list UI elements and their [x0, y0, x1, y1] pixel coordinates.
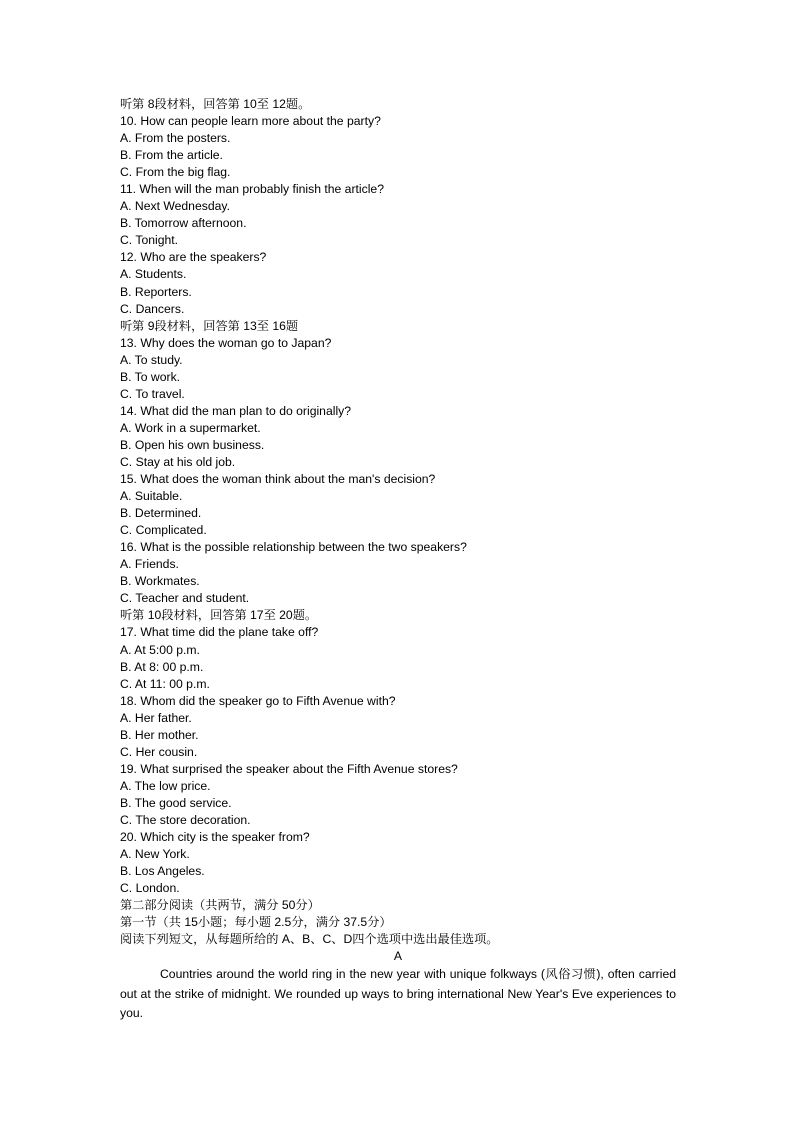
answer-option: A. To study.	[120, 352, 183, 367]
question-stem: 15. What does the woman think about the man's decision?	[120, 472, 436, 487]
answer-option: A. Her father.	[120, 710, 192, 725]
answer-option: C. Teacher and student.	[120, 591, 250, 606]
answer-option: C. Stay at his old job.	[120, 454, 236, 469]
passage-paragraph: Countries around the world ring in the new year with unique folkways (风俗习惯), often carried out at the strike of midnight. We rounded up ways to bring international New Year's Eve experiences to you.	[120, 967, 676, 1021]
question-stem: 17. What time did the plane take off?	[120, 625, 319, 640]
answer-option: C. Tonight.	[120, 233, 179, 248]
question-stem: 19. What surprised the speaker about the Fifth Avenue stores?	[120, 761, 458, 776]
answer-option: A. Suitable.	[120, 489, 183, 504]
answer-option: A. Work in a supermarket.	[120, 420, 261, 435]
answer-option: C. At 11: 00 p.m.	[120, 676, 210, 691]
question-stem: 14. What did the man plan to do originally?	[120, 403, 352, 418]
answer-option: C. Dancers.	[120, 301, 185, 316]
section-heading: 听第 8段材料，回答第 10至 12题。	[120, 97, 311, 111]
reading-instruction: 阅读下列短文，从每题所给的 A、B、C、D四个选项中选出最佳选项。	[120, 932, 499, 947]
section-heading: 听第 10段材料，回答第 17至 20题。	[120, 608, 318, 623]
part-title: 第二部分阅读（共两节，满分 50分）	[120, 898, 320, 913]
question-stem: 18. Whom did the speaker go to Fifth Avenue with?	[120, 693, 396, 708]
passage-label: A	[393, 949, 403, 964]
answer-option: B. Workmates.	[120, 574, 200, 589]
answer-option: A. Students.	[120, 267, 187, 282]
answer-option: C. From the big flag.	[120, 165, 231, 180]
answer-option: B. The good service.	[120, 795, 232, 810]
exam-content	[120, 96, 676, 1024]
answer-option: B. To work.	[120, 369, 181, 384]
answer-option: B. At 8: 00 p.m.	[120, 659, 204, 674]
question-stem: 11. When will the man probably finish the article?	[120, 182, 384, 197]
answer-option: C. To travel.	[120, 386, 185, 401]
question-stem: 13. Why does the woman go to Japan?	[120, 335, 332, 350]
answer-option: C. The store decoration.	[120, 812, 251, 827]
answer-option: C. Complicated.	[120, 523, 207, 538]
answer-option: A. New York.	[120, 847, 190, 862]
answer-option: B. From the article.	[120, 148, 223, 163]
answer-option: B. Determined.	[120, 506, 202, 521]
answer-option: A. The low price.	[120, 778, 211, 793]
answer-option: C. London.	[120, 881, 180, 896]
question-stem: 16. What is the possible relationship between the two speakers?	[120, 540, 467, 555]
answer-option: B. Her mother.	[120, 727, 199, 742]
answer-option: B. Open his own business.	[120, 437, 265, 452]
question-stem: 10. How can people learn more about the party?	[120, 114, 381, 129]
section-subtitle: 第一节（共 15小题；每小题 2.5分，满分 37.5分）	[120, 915, 392, 930]
answer-option: A. From the posters.	[120, 131, 231, 146]
answer-option: A. Friends.	[120, 557, 179, 572]
question-stem: 12. Who are the speakers?	[120, 250, 267, 265]
answer-option: C. Her cousin.	[120, 744, 198, 759]
question-stem: 20. Which city is the speaker from?	[120, 830, 310, 845]
section-heading: 听第 9段材料，回答第 13至 16题	[120, 318, 299, 333]
answer-option: B. Reporters.	[120, 284, 192, 299]
answer-option: A. At 5:00 p.m.	[120, 642, 200, 657]
answer-option: A. Next Wednesday.	[120, 199, 230, 214]
answer-option: B. Los Angeles.	[120, 864, 205, 879]
answer-option: B. Tomorrow afternoon.	[120, 216, 247, 231]
